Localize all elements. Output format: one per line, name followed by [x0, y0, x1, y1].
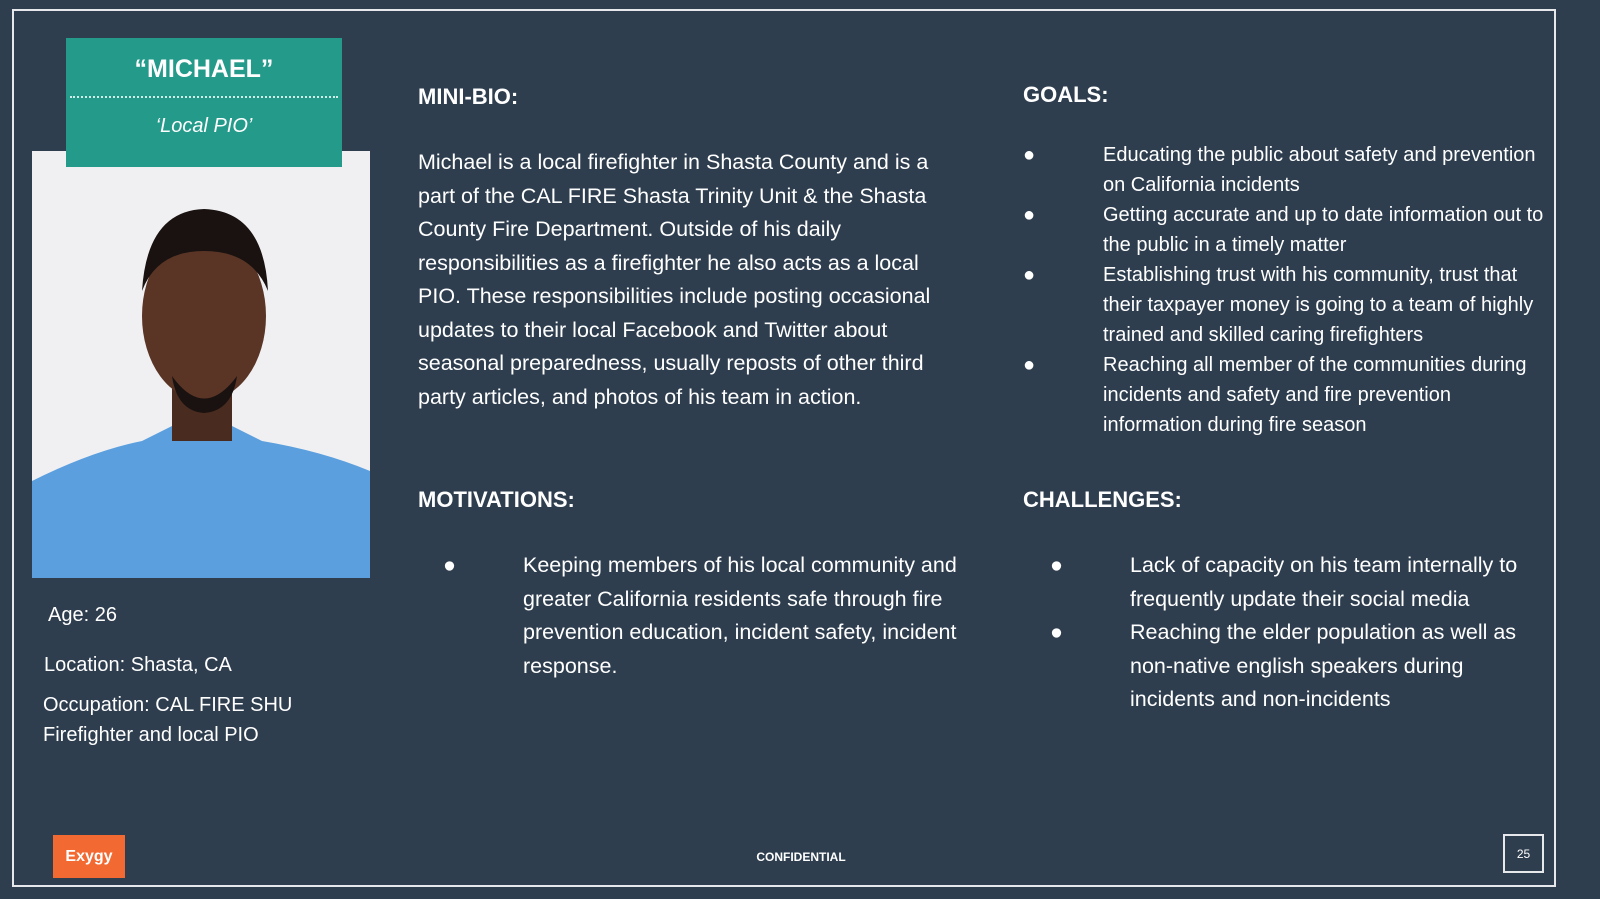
list-item [1050, 616, 1550, 717]
list-item [1023, 260, 1553, 350]
challenges-list [1050, 549, 1550, 717]
exygy-logo: Exygy [53, 835, 125, 878]
challenge-text: Lack of capacity on his team internally to frequently update their social media [1130, 553, 1518, 611]
mini-bio-heading: MINI-BIO: [418, 84, 519, 109]
mini-bio-text: Michael is a local firefighter in Shasta County and is a part of the CAL FIRE Shasta Trinity Unit & the Shasta County Fire Department. Outside of his daily responsibilities as a firefighter he also acts as a local PIO. These responsibilities include posting occasional updates to their local Facebook and Twitter about seasonal preparedness, usually reposts of other third party articles, and photos of his team in action. [418, 150, 931, 409]
motivations-list [443, 549, 1003, 683]
bullet-icon: ● [1023, 354, 1036, 376]
persona-age: Age: 26 [48, 604, 117, 626]
bullet-icon: ● [1023, 264, 1036, 286]
persona-occupation: Occupation: CAL FIRE SHU Firefighter and local PIO [43, 694, 293, 746]
dotted-divider [70, 96, 338, 98]
list-item [1023, 140, 1553, 200]
persona-role: ‘Local PIO’ [155, 115, 253, 137]
motivation-text: Keeping members of his local community and greater California residents safe through fire prevention education, incident safety, incident response. [523, 553, 957, 678]
confidential-label: CONFIDENTIAL [756, 850, 846, 864]
persona-name-card [66, 38, 342, 167]
persona-name: “MICHAEL” [134, 55, 274, 83]
goal-text: Establishing trust with his community, trust that their taxpayer money is going to a team of highly trained and skilled caring firefighters [1103, 264, 1534, 346]
goal-text: Getting accurate and up to date information out to the public in a timely matter [1103, 204, 1544, 256]
bullet-icon: ● [1050, 620, 1063, 644]
list-item [1023, 200, 1553, 260]
list-item [1023, 350, 1553, 440]
bullet-icon: ● [1050, 553, 1063, 577]
goals-heading: GOALS: [1023, 82, 1109, 107]
goal-text: Reaching all member of the communities during incidents and safety and fire prevention information during fire season [1103, 354, 1527, 436]
list-item [1050, 549, 1550, 616]
bullet-icon: ● [1023, 204, 1036, 226]
challenges-heading: CHALLENGES: [1023, 487, 1182, 512]
bullet-icon: ● [443, 553, 456, 577]
goals-list [1023, 140, 1553, 440]
challenge-text: Reaching the elder population as well as non-native english speakers during incidents and non-incidents [1130, 620, 1517, 711]
bullet-icon: ● [1023, 144, 1036, 166]
goal-text: Educating the public about safety and prevention on California incidents [1103, 144, 1536, 196]
list-item [443, 549, 1003, 683]
persona-photo [32, 151, 370, 578]
persona-location: Location: Shasta, CA [44, 654, 232, 676]
page-number: 25 [1503, 834, 1544, 873]
motivations-heading: MOTIVATIONS: [418, 487, 575, 512]
